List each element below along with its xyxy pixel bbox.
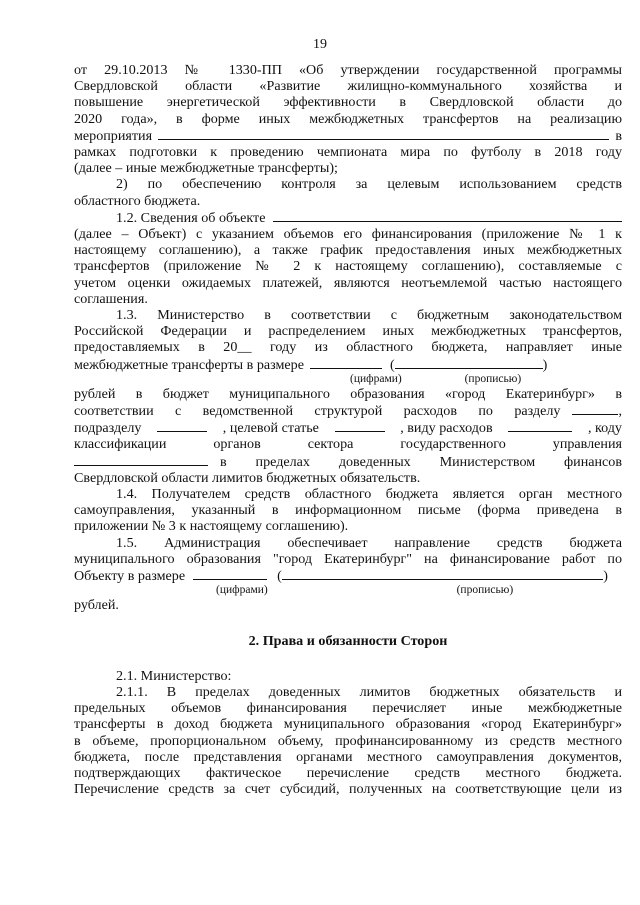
text-line: трансфертов (приложение № 2 к настоящему соглашению), составляемые с bbox=[74, 258, 622, 275]
text-line: рублей в бюджет муниципального образования «город Екатеринбург» в bbox=[74, 385, 622, 402]
text-fragment: , коду bbox=[587, 420, 622, 437]
text-line: 1.5. Администрация обеспечивает направление средств бюджета bbox=[116, 534, 622, 551]
target-item-code-blank[interactable] bbox=[335, 419, 385, 432]
section-title: 2. Права и обязанности Сторон bbox=[248, 632, 448, 649]
text-fragment: ) bbox=[603, 568, 608, 585]
text-line: бюджета, после представления органами местного самоуправления документов, bbox=[74, 748, 622, 765]
text-fragment: 1.2. Сведения об объекте bbox=[116, 209, 266, 226]
text-line bbox=[74, 402, 622, 419]
text-line: рамках подготовки к проведению чемпионата мира по футболу в 2018 году bbox=[74, 144, 622, 161]
text-line bbox=[74, 567, 622, 584]
expense-type-code-blank[interactable] bbox=[508, 419, 572, 432]
text-line: (далее – Объект) с указанием объемов его финансирования (приложение № 1 к bbox=[74, 226, 622, 243]
text-line: Свердловской области лимитов бюджетных обязательств. bbox=[74, 469, 421, 486]
text-line bbox=[74, 419, 622, 436]
text-line: соглашения. bbox=[74, 290, 148, 307]
text-line: от 29.10.2013 № 1330-ПП «Об утверждении государственной программы bbox=[74, 62, 622, 78]
text-line: 2020 года», в форме иных межбюджетных трансфертов на реализацию bbox=[74, 110, 622, 127]
digits-hint: (цифрами) bbox=[350, 372, 402, 385]
text-line: учетом оценки ожидаемых платежей, являются неотъемлемой частью настоящего bbox=[74, 274, 622, 291]
text-line bbox=[74, 127, 622, 144]
text-fragment: ( bbox=[389, 356, 395, 373]
text-line: приложении № 3 к настоящему соглашению). bbox=[74, 518, 349, 535]
field-hints bbox=[74, 373, 622, 386]
fill-in-blank[interactable] bbox=[158, 127, 609, 140]
text-line bbox=[74, 453, 622, 470]
amount-words-blank[interactable] bbox=[282, 567, 604, 580]
text-line: в объеме, пропорциональном объему, профинансированному из средств местного bbox=[74, 732, 622, 749]
text-fragment: подразделу bbox=[74, 420, 142, 437]
text-line: рублей. bbox=[74, 597, 119, 614]
text-fragment: соответствии с ведомственной структурой расходов по разделу bbox=[74, 403, 561, 420]
text-line: повышение энергетической эффективности в Свердловской области до bbox=[74, 94, 622, 111]
text-line: настоящему соглашению), а также график предоставления иных межбюджетных bbox=[74, 242, 622, 259]
field-hints bbox=[74, 584, 622, 597]
amount-digits-blank[interactable] bbox=[193, 567, 267, 580]
text-line: Перечисление средств за счет субсидий, полученных на соответствующие цели из bbox=[74, 781, 622, 798]
text-fragment: межбюджетные трансферты в размере bbox=[74, 356, 304, 373]
text-fragment: Объекту в размере bbox=[74, 568, 186, 585]
text-line: 1.4. Получателем средств областного бюджета является орган местного bbox=[116, 486, 622, 503]
text-line: 2) по обеспечению контроля за целевым использованием средств bbox=[116, 176, 622, 193]
amount-digits-blank[interactable] bbox=[310, 356, 382, 369]
text-fragment: ) bbox=[542, 356, 548, 373]
text-line: подтверждающих фактическое перечисление средств местного бюджета. bbox=[74, 764, 622, 781]
text-fragment: , bbox=[618, 403, 622, 420]
text-line: трансферты в доход бюджета муниципального образования «город Екатеринбург» bbox=[74, 716, 622, 733]
text-line: классификации органов сектора государственного управления bbox=[74, 436, 622, 453]
text-line: 1.3. Министерство в соответствии с бюджетным законодательством bbox=[116, 307, 622, 324]
text-fragment: в пределах доведенных Министерством финансов bbox=[220, 453, 622, 470]
text-line: предоставляемых в 20__ году из областного бюджета, направляет иные bbox=[74, 339, 622, 356]
page-number: 19 bbox=[313, 37, 327, 52]
text-line: муниципального образования "город Екатеринбург" на финансирование работ по bbox=[74, 550, 622, 567]
text-line bbox=[74, 356, 622, 373]
document-body bbox=[74, 62, 622, 797]
words-hint: (прописью) bbox=[456, 584, 514, 597]
text-fragment: в bbox=[615, 127, 622, 144]
subsection-code-blank[interactable] bbox=[157, 419, 207, 432]
words-hint: (прописью) bbox=[464, 372, 522, 385]
text-line: (далее – иные межбюджетные трансферты); bbox=[74, 160, 338, 177]
amount-words-blank[interactable] bbox=[395, 356, 543, 369]
text-line: 2.1.1. В пределах доведенных лимитов бюджетных обязательств и bbox=[116, 683, 622, 700]
object-name-blank[interactable] bbox=[273, 209, 622, 222]
text-fragment: мероприятия bbox=[74, 127, 153, 144]
text-line: Российской Федерации и распределением иных межбюджетных трансфертов, bbox=[74, 323, 622, 340]
text-fragment: ( bbox=[277, 568, 282, 585]
text-fragment: , виду расходов bbox=[400, 420, 493, 437]
text-fragment: , целевой статье bbox=[222, 420, 319, 437]
digits-hint: (цифрами) bbox=[216, 584, 268, 597]
classification-code-blank[interactable] bbox=[74, 453, 208, 466]
text-line: самоуправления, указанный в информационном письме (форма приведена в bbox=[74, 502, 622, 519]
section-code-blank[interactable] bbox=[572, 402, 618, 415]
text-line: областного бюджета. bbox=[74, 192, 201, 209]
text-line: предельных объемов финансирования перечисляет иные межбюджетные bbox=[74, 700, 622, 717]
text-line bbox=[74, 209, 622, 226]
text-line: Свердловской области «Развитие жилищно-коммунального хозяйства и bbox=[74, 78, 622, 95]
text-line: 2.1. Министерство: bbox=[116, 667, 232, 684]
